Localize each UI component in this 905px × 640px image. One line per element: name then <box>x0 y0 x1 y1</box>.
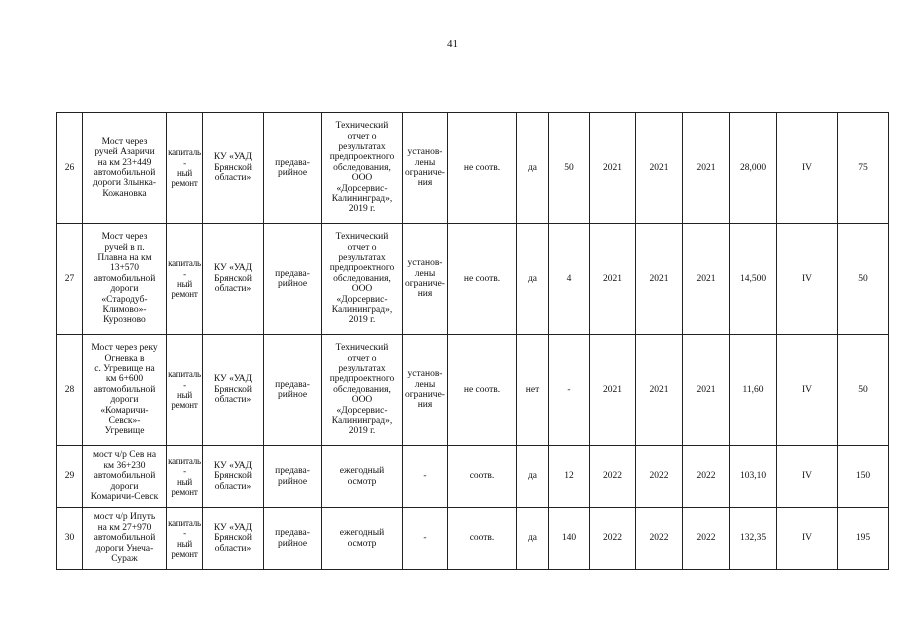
compliance: не соотв. <box>448 335 517 446</box>
object-name: Мост через ручей Азаричи на км 23+449 автомобильной дороги Злынка- Кожановка <box>83 113 167 224</box>
priority: предава- рийное <box>264 335 322 446</box>
year-3: 2021 <box>683 113 730 224</box>
row-number: 30 <box>57 508 83 570</box>
basis: ежегодный осмотр <box>322 446 403 508</box>
year-3: 2022 <box>683 446 730 508</box>
year-1: 2021 <box>590 224 636 335</box>
row-number: 29 <box>57 446 83 508</box>
value: 140 <box>549 508 590 570</box>
restriction: установ- лены ограниче- ния <box>403 224 448 335</box>
year-2: 2022 <box>636 446 683 508</box>
length: 132,35 <box>730 508 777 570</box>
year-2: 2021 <box>636 335 683 446</box>
basis: Технический отчет о результатах предпроектного обследования, ООО «Дорсервис- Калининград», 2019 г. <box>322 335 403 446</box>
value: 12 <box>549 446 590 508</box>
category: IV <box>777 113 838 224</box>
year-1: 2022 <box>590 446 636 508</box>
table-row <box>57 335 889 446</box>
value: 4 <box>549 224 590 335</box>
value: 50 <box>549 113 590 224</box>
year-3: 2022 <box>683 508 730 570</box>
length: 103,10 <box>730 446 777 508</box>
object-name: мост ч/р Сев на км 36+230 автомобильной дороги Комаричи-Севск <box>83 446 167 508</box>
last-value: 50 <box>838 224 889 335</box>
owner: КУ «УАД Брянской области» <box>203 224 264 335</box>
basis: Технический отчет о результатах предпроектного обследования, ООО «Дорсервис- Калининград», 2019 г. <box>322 113 403 224</box>
basis: ежегодный осмотр <box>322 508 403 570</box>
restriction: - <box>403 508 448 570</box>
year-3: 2021 <box>683 335 730 446</box>
work-type: капиталь- ный ремонт <box>167 446 203 508</box>
owner: КУ «УАД Брянской области» <box>203 335 264 446</box>
flag: нет <box>517 335 549 446</box>
priority: предава- рийное <box>264 446 322 508</box>
row-number: 27 <box>57 224 83 335</box>
work-type: капиталь- ный ремонт <box>167 224 203 335</box>
compliance: соотв. <box>448 446 517 508</box>
restriction: - <box>403 446 448 508</box>
compliance: не соотв. <box>448 113 517 224</box>
work-type: капиталь- ный ремонт <box>167 508 203 570</box>
owner: КУ «УАД Брянской области» <box>203 446 264 508</box>
last-value: 195 <box>838 508 889 570</box>
compliance: не соотв. <box>448 224 517 335</box>
owner: КУ «УАД Брянской области» <box>203 508 264 570</box>
table-row <box>57 113 889 224</box>
object-name: Мост через ручей в п. Плавна на км 13+570 автомобильной дороги «Стародуб- Климово»- Курозново <box>83 224 167 335</box>
flag: да <box>517 224 549 335</box>
year-3: 2021 <box>683 224 730 335</box>
last-value: 75 <box>838 113 889 224</box>
bridge-register-table <box>56 112 889 570</box>
object-name: мост ч/р Ипуть на км 27+970 автомобильной дороги Унеча- Сураж <box>83 508 167 570</box>
length: 11,60 <box>730 335 777 446</box>
row-number: 26 <box>57 113 83 224</box>
priority: предава- рийное <box>264 224 322 335</box>
work-type: капиталь- ный ремонт <box>167 335 203 446</box>
category: IV <box>777 508 838 570</box>
flag: да <box>517 113 549 224</box>
category: IV <box>777 335 838 446</box>
category: IV <box>777 446 838 508</box>
value: - <box>549 335 590 446</box>
page-number: 41 <box>447 38 458 50</box>
year-2: 2021 <box>636 224 683 335</box>
flag: да <box>517 508 549 570</box>
priority: предава- рийное <box>264 113 322 224</box>
row-number: 28 <box>57 335 83 446</box>
last-value: 50 <box>838 335 889 446</box>
table-row <box>57 446 889 508</box>
priority: предава- рийное <box>264 508 322 570</box>
length: 14,500 <box>730 224 777 335</box>
year-2: 2021 <box>636 113 683 224</box>
owner: КУ «УАД Брянской области» <box>203 113 264 224</box>
work-type: капиталь- ный ремонт <box>167 113 203 224</box>
restriction: установ- лены ограниче- ния <box>403 335 448 446</box>
year-1: 2022 <box>590 508 636 570</box>
object-name: Мост через реку Огневка в с. Угревище на км 6+600 автомобильной дороги «Комаричи- Севск»- Угревище <box>83 335 167 446</box>
table-row <box>57 224 889 335</box>
category: IV <box>777 224 838 335</box>
basis: Технический отчет о результатах предпроектного обследования, ООО «Дорсервис- Калининград», 2019 г. <box>322 224 403 335</box>
year-2: 2022 <box>636 508 683 570</box>
restriction: установ- лены ограниче- ния <box>403 113 448 224</box>
compliance: соотв. <box>448 508 517 570</box>
year-1: 2021 <box>590 335 636 446</box>
last-value: 150 <box>838 446 889 508</box>
year-1: 2021 <box>590 113 636 224</box>
length: 28,000 <box>730 113 777 224</box>
table-row <box>57 508 889 570</box>
flag: да <box>517 446 549 508</box>
